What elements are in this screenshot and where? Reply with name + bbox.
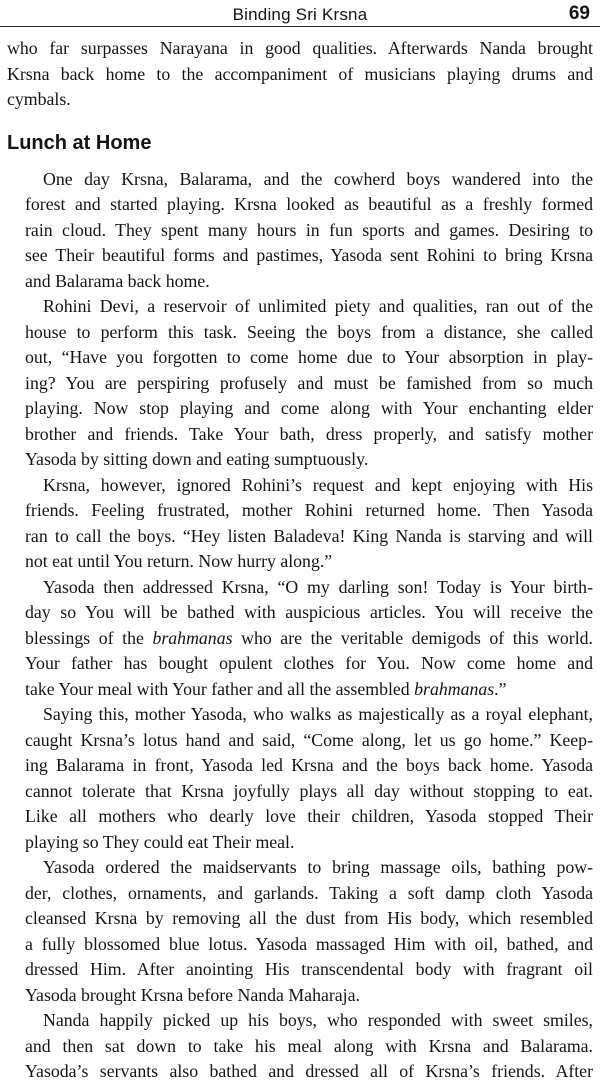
text-line: friends. Feeling frustrated, mother Rohini returned home. Then Yasoda	[25, 500, 593, 520]
intro-paragraph	[7, 36, 593, 113]
body-text	[7, 36, 593, 1085]
text-line: Krsna back home to the accompaniment of musicians playing drums and	[7, 63, 593, 84]
text-line	[7, 626, 593, 652]
section-heading: Lunch at Home	[7, 131, 152, 154]
text-run: take Your meal with Your father and all the assembled	[25, 678, 415, 699]
text-run: .”	[494, 678, 507, 699]
text-line: cymbals.	[7, 89, 71, 109]
paragraph	[7, 167, 593, 295]
text-line: a fully blossomed blue lotus. Yasoda massaged Him with oil, bathed, and	[25, 933, 593, 954]
paragraph	[7, 1008, 593, 1085]
text-line: and then sat down to take his meal along with Krsna and Balarama.	[25, 1035, 593, 1056]
text-run: who are the veritable demigods of this world.	[232, 627, 593, 648]
running-title: Binding Sri Krsna	[232, 5, 368, 24]
italic-term: brahmanas	[414, 678, 495, 699]
text-line: der, clothes, ornaments, and garlands. Taking a soft damp cloth Yasoda	[25, 882, 593, 903]
italic-term: brahmanas	[152, 627, 233, 648]
text-line: forest and started playing. Krsna looked as beautiful as a freshly formed	[25, 194, 593, 214]
text-line: Saying this, mother Yasoda, who walks as majestically as a royal elephant,	[43, 704, 593, 724]
text-line: Yasoda then addressed Krsna, “O my darling son! Today is Your birth-	[43, 576, 593, 597]
text-line: playing so They could eat Their meal.	[25, 831, 295, 852]
text-line: playing. Now stop playing and come along with Your enchanting elder	[25, 398, 593, 418]
paragraph	[7, 702, 593, 855]
text-line: and Balarama back home.	[25, 270, 210, 291]
text-line: Krsna, however, ignored Rohini’s request and kept enjoying with His	[43, 474, 593, 495]
text-line: caught Krsna’s lotus hand and said, “Come along, let us go home.” Keep-	[25, 729, 593, 750]
text-line: Nanda happily picked up his boys, who responded with sweet smiles,	[43, 1010, 593, 1030]
text-line: ing? You are perspiring profusely and must be famished from so much	[25, 372, 593, 393]
text-line: ing Balarama in front, Yasoda led Krsna and the boys back home. Yasoda	[25, 755, 593, 775]
running-head	[0, 4, 600, 27]
text-line: rain cloud. They spent many hours in fun sports and games. Desiring to	[25, 219, 593, 240]
text-line: house to perform this task. Seeing the boys from a distance, she called	[25, 321, 593, 342]
paragraph	[7, 855, 593, 1008]
text-line: out, “Have you forgotten to come home due to Your absorption in play-	[25, 347, 593, 367]
text-line: cleansed Krsna by removing all the dust from His body, which resembled	[25, 908, 593, 928]
text-line: Yasoda brought Krsna before Nanda Maharaja.	[25, 984, 360, 1005]
text-line: dressed Him. After anointing His transcendental body with fragrant oil	[25, 959, 593, 979]
text-line: Yasoda’s servants also bathed and dressed all of Krsna’s friends. After	[25, 1061, 593, 1081]
text-line	[7, 677, 593, 703]
text-line: Your father has bought opulent clothes for You. Now come home and	[25, 653, 593, 673]
text-run: blessings of the	[25, 627, 153, 648]
text-line: Yasoda by sitting down and eating sumptuously.	[25, 449, 369, 469]
text-line: Rohini Devi, a reservoir of unlimited piety and qualities, ran out of the	[43, 296, 593, 316]
text-line: ran to call the boys. “Hey listen Baladeva! King Nanda is starving and will	[25, 525, 593, 546]
text-line: Yasoda ordered the maidservants to bring massage oils, bathing pow-	[43, 857, 593, 877]
text-line: day so You will be bathed with auspicious articles. You will receive the	[25, 602, 593, 622]
paragraph	[7, 473, 593, 575]
paragraph	[7, 575, 593, 703]
text-line: see Their beautiful forms and pastimes, Yasoda sent Rohini to bring Krsna	[25, 245, 593, 265]
page-number: 69	[568, 3, 590, 24]
text-line: cannot tolerate that Krsna joyfully plays all day without stopping to eat.	[25, 780, 593, 801]
text-line: not eat until You return. Now hurry along.”	[25, 551, 333, 571]
paragraph	[7, 294, 593, 473]
text-line: Like all mothers who dearly love their children, Yasoda stopped Their	[25, 806, 593, 826]
text-line: One day Krsna, Balarama, and the cowherd boys wandered into the	[43, 168, 593, 189]
text-line: brother and friends. Take Your bath, dress properly, and satisfy mother	[25, 423, 593, 444]
text-line: who far surpasses Narayana in good qualities. Afterwards Nanda brought	[7, 38, 593, 58]
